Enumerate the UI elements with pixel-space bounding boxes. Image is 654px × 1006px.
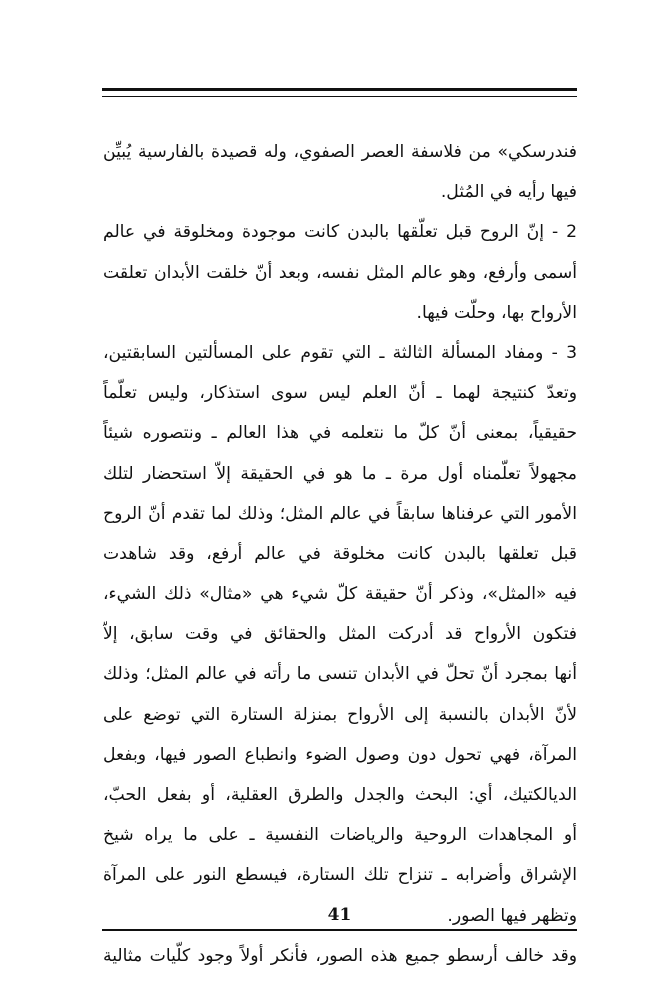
text-line: الإشراق وأضرابه ـ تنزاح تلك الستارة، فيسطع النور على المرآة [103,865,577,886]
text-line: لأنّ الأبدان بالنسبة إلى الأرواح بمنزلة الستارة التي توضع على [103,704,577,725]
header-rule-thick [102,88,577,91]
text-line: أو المجاهدات الروحية والرياضات النفسية ـ على ما يراه شيخ [103,825,577,846]
text-line: وتظهر فيها الصور. [447,905,577,926]
text-line: فتكون الأرواح قد أدركت المثل والحقائق في وقت سابق، إلاّ [103,624,577,645]
body-text [103,132,577,976]
text-line: قبل تعلقها بالبدن كانت مخلوقة في عالم أرفع، وقد شاهدت [103,543,577,564]
text-line: مجهولاً تعلّمناه أول مرة ـ ما هو في الحقيقة إلاّ استحضار لتلك [103,463,577,484]
footer [102,905,577,925]
page-number: 41 [327,905,352,925]
text-line: فيها رأيه في المُثل. [440,182,577,203]
text-line: وقد خالف أرسطو جميع هذه الصور، فأنكر أولاً وجود كلّيات مثالية [103,945,577,966]
header-rule-thin [102,96,577,97]
text-line: وتعدّ كنتيجة لهما ـ أنّ العلم ليس سوى استذكار، وليس تعلّماً [103,383,577,404]
text-line: أنها بمجرد أنّ تحلّ في الأبدان تنسى ما رأته في عالم المثل؛ وذلك [103,664,577,685]
text-line: حقيقياً، بمعنى أنّ كلّ ما نتعلمه في هذا العالم ـ ونتصوره شيئاً [103,423,577,444]
text-line: 3 - ومفاد المسألة الثالثة ـ التي تقوم على المسألتين السابقتين، [103,342,577,363]
text-line: المرآة، فهي تحول دون وصول الضوء وانطباع الصور فيها، وبفعل [103,744,577,765]
text-line: الأرواح بها، وحلّت فيها. [416,302,577,323]
text-line: 2 - إنّ الروح قبل تعلّقها بالبدن كانت موجودة ومخلوقة في عالم [103,222,577,243]
text-line: فندرسكي» من فلاسفة العصر الصفوي، وله قصيدة بالفارسية يُبيِّن [103,142,577,162]
text-line: فيه «المثل»، وذكر أنّ حقيقة كلّ شيء هي «مثال» ذلك الشيء، [103,584,577,605]
text-line: أسمى وأرفع، وهو عالم المثل نفسه، وبعد أنّ خلقت الأبدان تعلقت [103,262,577,283]
footer-rule [102,929,577,931]
text-line: الأمور التي عرفناها سابقاً في عالم المثل؛ وذلك لما تقدم أنّ الروح [103,503,577,524]
text-line: الديالكتيك، أي: البحث والجدل والطرق العقلية، أو بفعل الحبّ، [103,785,577,805]
